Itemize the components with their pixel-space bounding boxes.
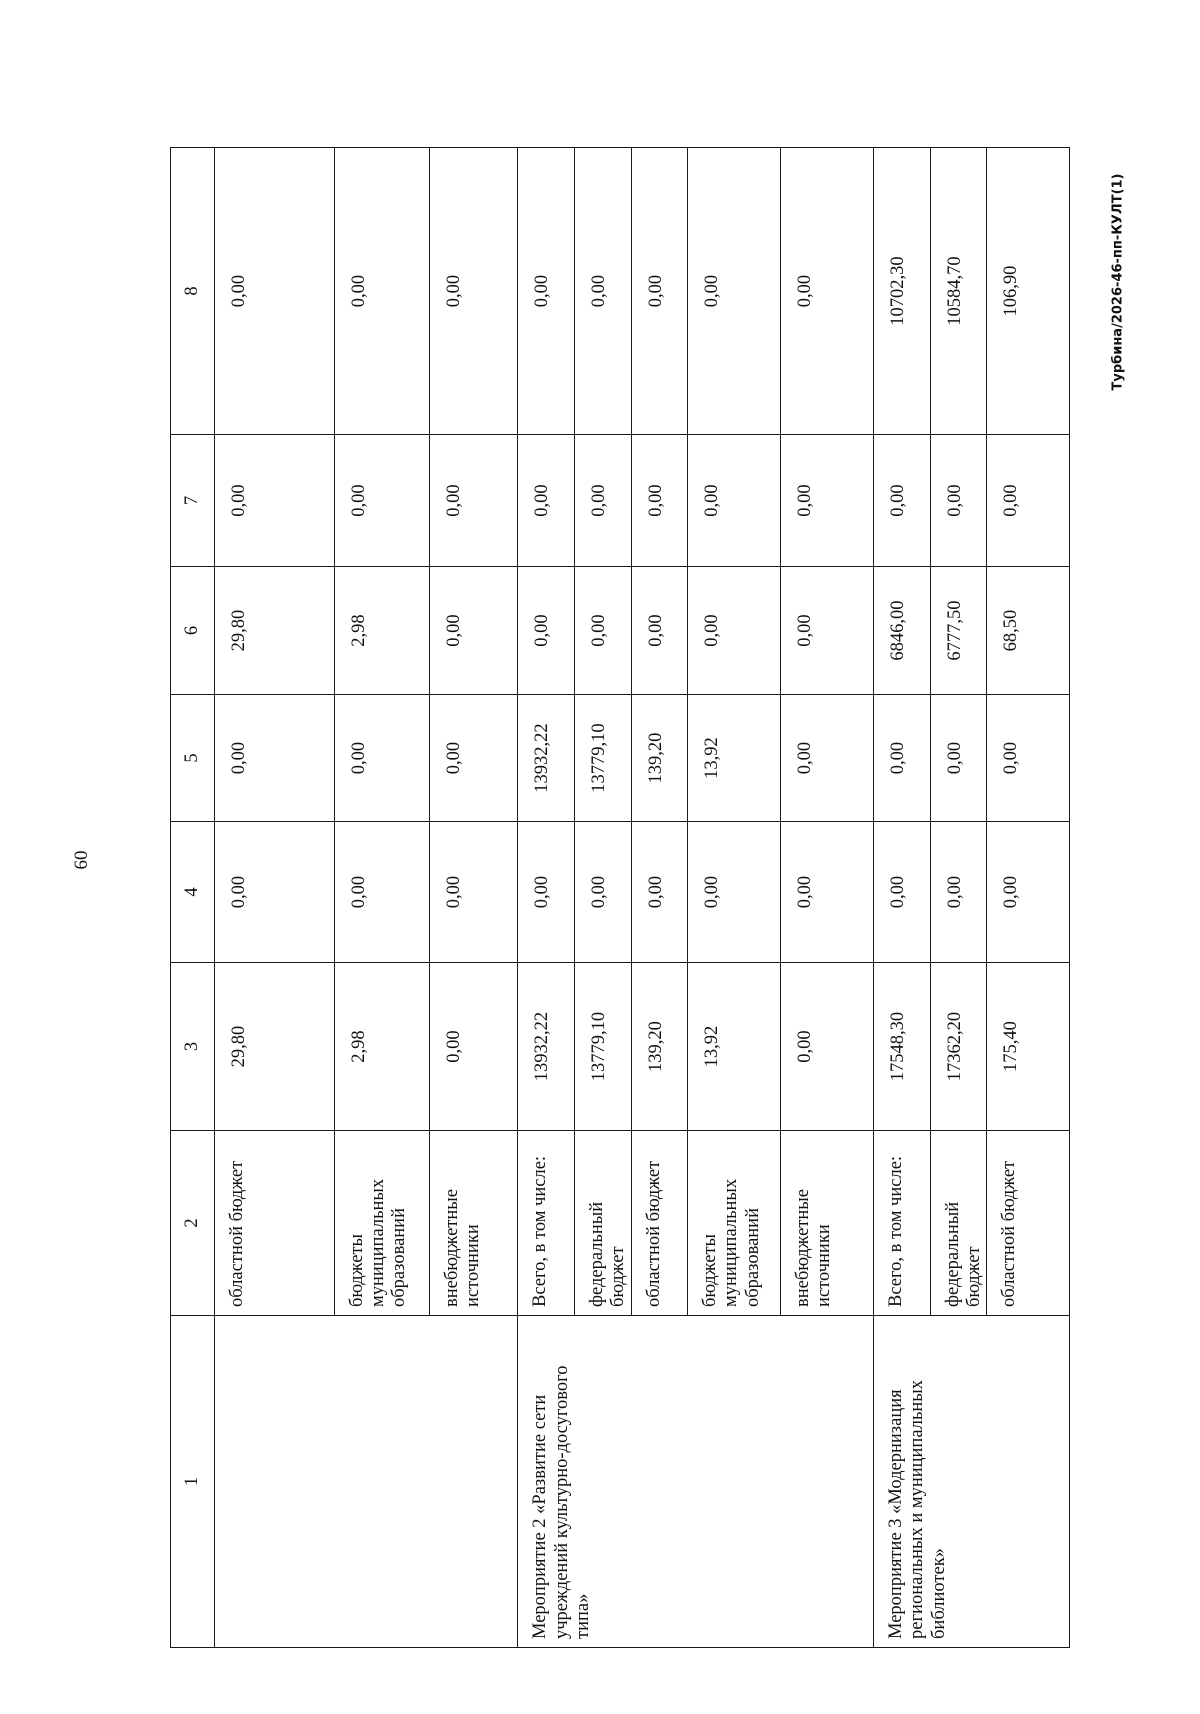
table-row	[873, 148, 930, 1648]
table-row	[215, 148, 334, 1648]
funding-source-cell	[215, 1131, 334, 1316]
value-cell	[873, 963, 930, 1131]
value-cell	[631, 435, 688, 567]
funding-source: бюджеты муниципальных образований	[346, 1178, 410, 1307]
column-number-row	[171, 148, 215, 1648]
value-cell	[930, 148, 987, 435]
value-cell	[688, 435, 781, 567]
document-code: Турбина/2026-46-пп-КУЛТ(1)	[1110, 173, 1126, 391]
funding-source-cell	[930, 1131, 987, 1316]
value-cell	[930, 435, 987, 567]
value-cell	[334, 148, 429, 435]
value-cell	[575, 567, 632, 695]
amount-value: 0,00	[795, 875, 816, 909]
amount-value: 0,00	[702, 274, 723, 308]
budget-table	[170, 147, 1070, 1648]
column-number: 7	[171, 435, 215, 567]
value-cell	[429, 963, 518, 1131]
amount-value: 106,90	[1001, 265, 1022, 317]
funding-source-cell	[575, 1131, 632, 1316]
amount-value: 0,00	[944, 484, 965, 517]
value-cell	[215, 963, 334, 1131]
funding-source: федеральный бюджет	[942, 1201, 984, 1307]
value-cell	[518, 435, 575, 567]
amount-value: 0,00	[1001, 741, 1022, 775]
value-cell	[781, 567, 874, 695]
value-cell	[930, 695, 987, 822]
amount-value: 0,00	[645, 875, 666, 909]
amount-value: 0,00	[229, 274, 250, 308]
amount-value: 0,00	[348, 875, 369, 909]
amount-value: 0,00	[443, 875, 464, 909]
amount-value: 0,00	[532, 875, 553, 909]
value-cell	[575, 963, 632, 1131]
funding-source-cell	[518, 1131, 575, 1316]
value-cell	[873, 435, 930, 567]
amount-value: 0,00	[795, 741, 816, 775]
funding-source: федеральный бюджет	[587, 1201, 629, 1307]
amount-value: 0,00	[229, 875, 250, 909]
amount-value: 0,00	[645, 484, 666, 517]
column-number: 5	[171, 695, 215, 822]
value-cell	[781, 695, 874, 822]
page-number: 60	[71, 850, 92, 870]
amount-value: 17362,20	[944, 1011, 965, 1082]
value-cell	[215, 148, 334, 435]
activity-name: Мероприятие 2 «Развитие сети учреждений культурно-досугового типа»	[530, 1365, 593, 1639]
funding-source-cell	[781, 1131, 874, 1316]
funding-source: внебюджетные источники	[793, 1189, 835, 1307]
value-cell	[631, 148, 688, 435]
amount-value: 13932,22	[532, 723, 553, 793]
value-cell	[215, 435, 334, 567]
amount-value: 0,00	[532, 614, 553, 647]
amount-value: 0,00	[348, 741, 369, 775]
amount-value: 0,00	[532, 274, 553, 308]
amount-value: 0,00	[795, 1030, 816, 1063]
amount-value: 0,00	[887, 875, 908, 909]
funding-source-cell	[631, 1131, 688, 1316]
value-cell	[631, 567, 688, 695]
amount-value: 0,00	[795, 614, 816, 647]
amount-value: 0,00	[443, 484, 464, 517]
amount-value: 0,00	[645, 274, 666, 308]
amount-value: 0,00	[443, 1030, 464, 1063]
value-cell	[688, 567, 781, 695]
amount-value: 13932,22	[532, 1011, 553, 1082]
amount-value: 0,00	[589, 614, 609, 647]
amount-value: 0,00	[1001, 875, 1022, 909]
amount-value: 0,00	[944, 875, 965, 909]
amount-value: 0,00	[702, 875, 723, 909]
value-cell	[688, 695, 781, 822]
value-cell	[987, 148, 1070, 435]
table-row	[518, 148, 575, 1648]
value-cell	[575, 435, 632, 567]
activity-cell	[215, 1316, 518, 1648]
amount-value: 10702,30	[887, 256, 908, 326]
amount-value: 17548,30	[887, 1011, 908, 1082]
amount-value: 0,00	[589, 274, 609, 308]
value-cell	[987, 435, 1070, 567]
amount-value: 0,00	[944, 741, 965, 775]
value-cell	[518, 822, 575, 963]
value-cell	[429, 148, 518, 435]
value-cell	[575, 822, 632, 963]
value-cell	[429, 822, 518, 963]
column-number: 4	[171, 822, 215, 963]
amount-value: 2,98	[348, 1030, 369, 1063]
amount-value: 29,80	[229, 609, 250, 652]
value-cell	[930, 963, 987, 1131]
value-cell	[429, 695, 518, 822]
value-cell	[334, 695, 429, 822]
column-number: 1	[171, 1316, 215, 1648]
amount-value: 0,00	[887, 484, 908, 517]
value-cell	[429, 435, 518, 567]
value-cell	[631, 963, 688, 1131]
amount-value: 139,20	[645, 1021, 666, 1072]
amount-value: 13,92	[702, 1025, 723, 1068]
amount-value: 68,50	[1001, 609, 1022, 652]
amount-value: 0,00	[229, 741, 250, 775]
column-number: 8	[171, 148, 215, 435]
value-cell	[215, 567, 334, 695]
value-cell	[987, 695, 1070, 822]
value-cell	[518, 567, 575, 695]
funding-source: Всего, в том числе:	[885, 1155, 906, 1307]
budget-table-body	[171, 148, 1070, 1648]
value-cell	[334, 435, 429, 567]
value-cell	[334, 822, 429, 963]
amount-value: 0,00	[532, 484, 553, 517]
activity-name	[215, 1316, 227, 1647]
amount-value: 175,40	[1001, 1021, 1022, 1072]
value-cell	[575, 695, 632, 822]
amount-value: 6846,00	[887, 600, 908, 661]
value-cell	[781, 148, 874, 435]
value-cell	[334, 963, 429, 1131]
value-cell	[518, 963, 575, 1131]
activity-cell	[518, 1316, 874, 1648]
funding-source-cell	[987, 1131, 1070, 1316]
value-cell	[518, 695, 575, 822]
value-cell	[518, 148, 575, 435]
amount-value: 2,98	[348, 614, 369, 647]
funding-source-cell	[873, 1131, 930, 1316]
amount-value: 0,00	[443, 614, 464, 647]
value-cell	[873, 567, 930, 695]
column-number: 6	[171, 567, 215, 695]
table-container	[170, 148, 1070, 1648]
value-cell	[215, 822, 334, 963]
funding-source: областной бюджет	[999, 1160, 1020, 1307]
value-cell	[631, 822, 688, 963]
funding-source-cell	[334, 1131, 429, 1316]
amount-value: 29,80	[229, 1025, 250, 1068]
amount-value: 6777,50	[944, 600, 965, 661]
funding-source-cell	[688, 1131, 781, 1316]
activity-cell	[873, 1316, 1069, 1648]
amount-value: 0,00	[348, 484, 369, 517]
amount-value: 10584,70	[944, 256, 965, 326]
value-cell	[781, 435, 874, 567]
value-cell	[873, 148, 930, 435]
funding-source: областной бюджет	[227, 1160, 248, 1307]
value-cell	[688, 822, 781, 963]
value-cell	[987, 963, 1070, 1131]
value-cell	[575, 148, 632, 435]
amount-value: 13,92	[702, 737, 723, 779]
funding-source: областной бюджет	[643, 1160, 664, 1307]
amount-value: 0,00	[443, 274, 464, 308]
value-cell	[781, 963, 874, 1131]
column-number: 2	[171, 1131, 215, 1316]
funding-source: бюджеты муниципальных образований	[700, 1178, 763, 1307]
value-cell	[688, 963, 781, 1131]
value-cell	[873, 822, 930, 963]
value-cell	[873, 695, 930, 822]
amount-value: 13779,10	[589, 723, 609, 793]
value-cell	[930, 822, 987, 963]
value-cell	[429, 567, 518, 695]
amount-value: 0,00	[795, 274, 816, 308]
amount-value: 0,00	[887, 741, 908, 775]
value-cell	[688, 148, 781, 435]
value-cell	[781, 822, 874, 963]
amount-value: 139,20	[645, 732, 666, 784]
activity-name: Мероприятие 3 «Модернизация региональных и муниципальных библиотек»	[885, 1380, 949, 1639]
amount-value: 0,00	[229, 484, 250, 517]
column-number: 3	[171, 963, 215, 1131]
value-cell	[987, 567, 1070, 695]
funding-source-cell	[429, 1131, 518, 1316]
amount-value: 0,00	[702, 484, 723, 517]
value-cell	[631, 695, 688, 822]
amount-value: 0,00	[795, 484, 816, 517]
value-cell	[930, 567, 987, 695]
amount-value: 0,00	[443, 741, 464, 775]
amount-value: 0,00	[348, 274, 369, 308]
amount-value: 13779,10	[589, 1011, 609, 1082]
funding-source: внебюджетные источники	[441, 1189, 483, 1307]
funding-source: Всего, в том числе:	[530, 1155, 551, 1307]
value-cell	[334, 567, 429, 695]
amount-value: 0,00	[702, 614, 723, 647]
amount-value: 0,00	[1001, 484, 1022, 517]
value-cell	[987, 822, 1070, 963]
value-cell	[215, 695, 334, 822]
amount-value: 0,00	[645, 614, 666, 647]
amount-value: 0,00	[589, 875, 609, 909]
amount-value: 0,00	[589, 484, 609, 517]
